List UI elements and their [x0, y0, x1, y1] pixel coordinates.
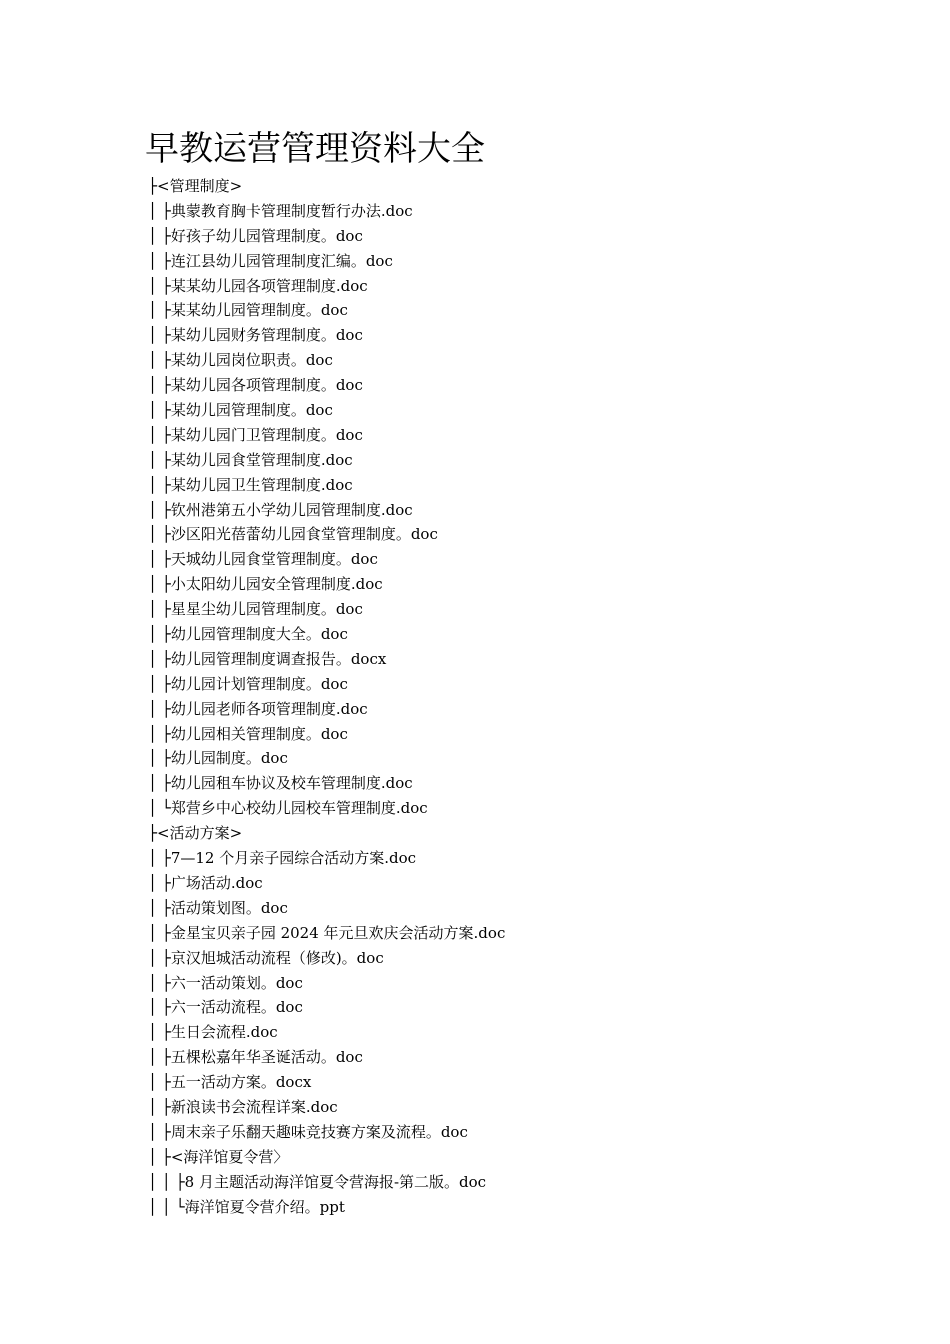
- tree-line: │ │ └海洋馆夏令营介绍。ppt: [148, 1197, 345, 1216]
- tree-line: │ ├幼儿园租车协议及校车管理制度.doc: [148, 774, 413, 793]
- tree-line: │ ├新浪读书会流程详案.doc: [148, 1097, 338, 1116]
- tree-line: │ ├金星宝贝亲子园 2024 年元旦欢庆会活动方案.doc: [148, 923, 506, 942]
- tree-line: │ ├某幼儿园财务管理制度。doc: [148, 326, 363, 345]
- tree-line: │ ├好孩子幼儿园管理制度。doc: [148, 226, 363, 245]
- tree-line: │ ├某某幼儿园各项管理制度.doc: [148, 276, 368, 295]
- document-title: 早教运营管理资料大全: [145, 129, 485, 169]
- tree-line: │ ├沙区阳光蓓蕾幼儿园食堂管理制度。doc: [148, 525, 438, 544]
- tree-line: │ ├五一活动方案。docx: [148, 1073, 312, 1092]
- tree-line: │ ├天城幼儿园食堂管理制度。doc: [148, 550, 378, 569]
- tree-line: │ │ ├8 月主题活动海洋馆夏令营海报-第二版。doc: [148, 1172, 487, 1191]
- tree-line: │ └郑营乡中心校幼儿园校车管理制度.doc: [148, 799, 428, 818]
- tree-line: │ ├幼儿园老师各项管理制度.doc: [148, 699, 368, 718]
- tree-line: │ ├幼儿园管理制度调查报告。docx: [148, 649, 387, 668]
- tree-line: │ ├某幼儿园门卫管理制度。doc: [148, 425, 363, 444]
- tree-line: │ ├某某幼儿园管理制度。doc: [148, 301, 348, 320]
- tree-line: │ ├京汉旭城活动流程（修改)。doc: [148, 948, 384, 967]
- tree-line: │ ├六一活动策划。doc: [148, 973, 303, 992]
- tree-line: │ ├幼儿园计划管理制度。doc: [148, 674, 348, 693]
- tree-line: │ ├广场活动.doc: [148, 873, 263, 892]
- tree-line: │ ├某幼儿园岗位职责。doc: [148, 351, 333, 370]
- tree-line: │ ├小太阳幼儿园安全管理制度.doc: [148, 575, 383, 594]
- tree-line: │ ├钦州港第五小学幼儿园管理制度.doc: [148, 500, 413, 519]
- tree-line: │ ├六一活动流程。doc: [148, 998, 303, 1017]
- tree-line: │ ├生日会流程.doc: [148, 1023, 278, 1042]
- tree-line: │ ├活动策划图。doc: [148, 898, 288, 917]
- tree-line: │ ├7—12 个月亲子园综合活动方案.doc: [148, 849, 417, 868]
- tree-line: │ ├某幼儿园食堂管理制度.doc: [148, 450, 353, 469]
- tree-line: ├<管理制度>: [148, 177, 243, 195]
- tree-line: │ ├典蒙教育胸卡管理制度暂行办法.doc: [148, 201, 413, 220]
- tree-line: │ ├某幼儿园各项管理制度。doc: [148, 376, 363, 395]
- tree-line: │ ├连江县幼儿园管理制度汇编。doc: [148, 251, 393, 270]
- tree-line: │ ├五棵松嘉年华圣诞活动。doc: [148, 1048, 363, 1067]
- file-tree: [148, 174, 505, 1219]
- tree-line: │ ├<海洋馆夏令营〉: [148, 1147, 289, 1166]
- tree-line: │ ├幼儿园制度。doc: [148, 749, 288, 768]
- tree-line: │ ├某幼儿园卫生管理制度.doc: [148, 475, 353, 494]
- tree-line: ├<活动方案>: [148, 824, 243, 843]
- tree-line: │ ├幼儿园管理制度大全。doc: [148, 625, 348, 644]
- tree-line: │ ├星星尘幼儿园管理制度。doc: [148, 600, 363, 619]
- tree-line: │ ├周末亲子乐翻天趣味竞技赛方案及流程。doc: [148, 1122, 468, 1141]
- tree-line: │ ├幼儿园相关管理制度。doc: [148, 724, 348, 743]
- tree-line: │ ├某幼儿园管理制度。doc: [148, 401, 333, 420]
